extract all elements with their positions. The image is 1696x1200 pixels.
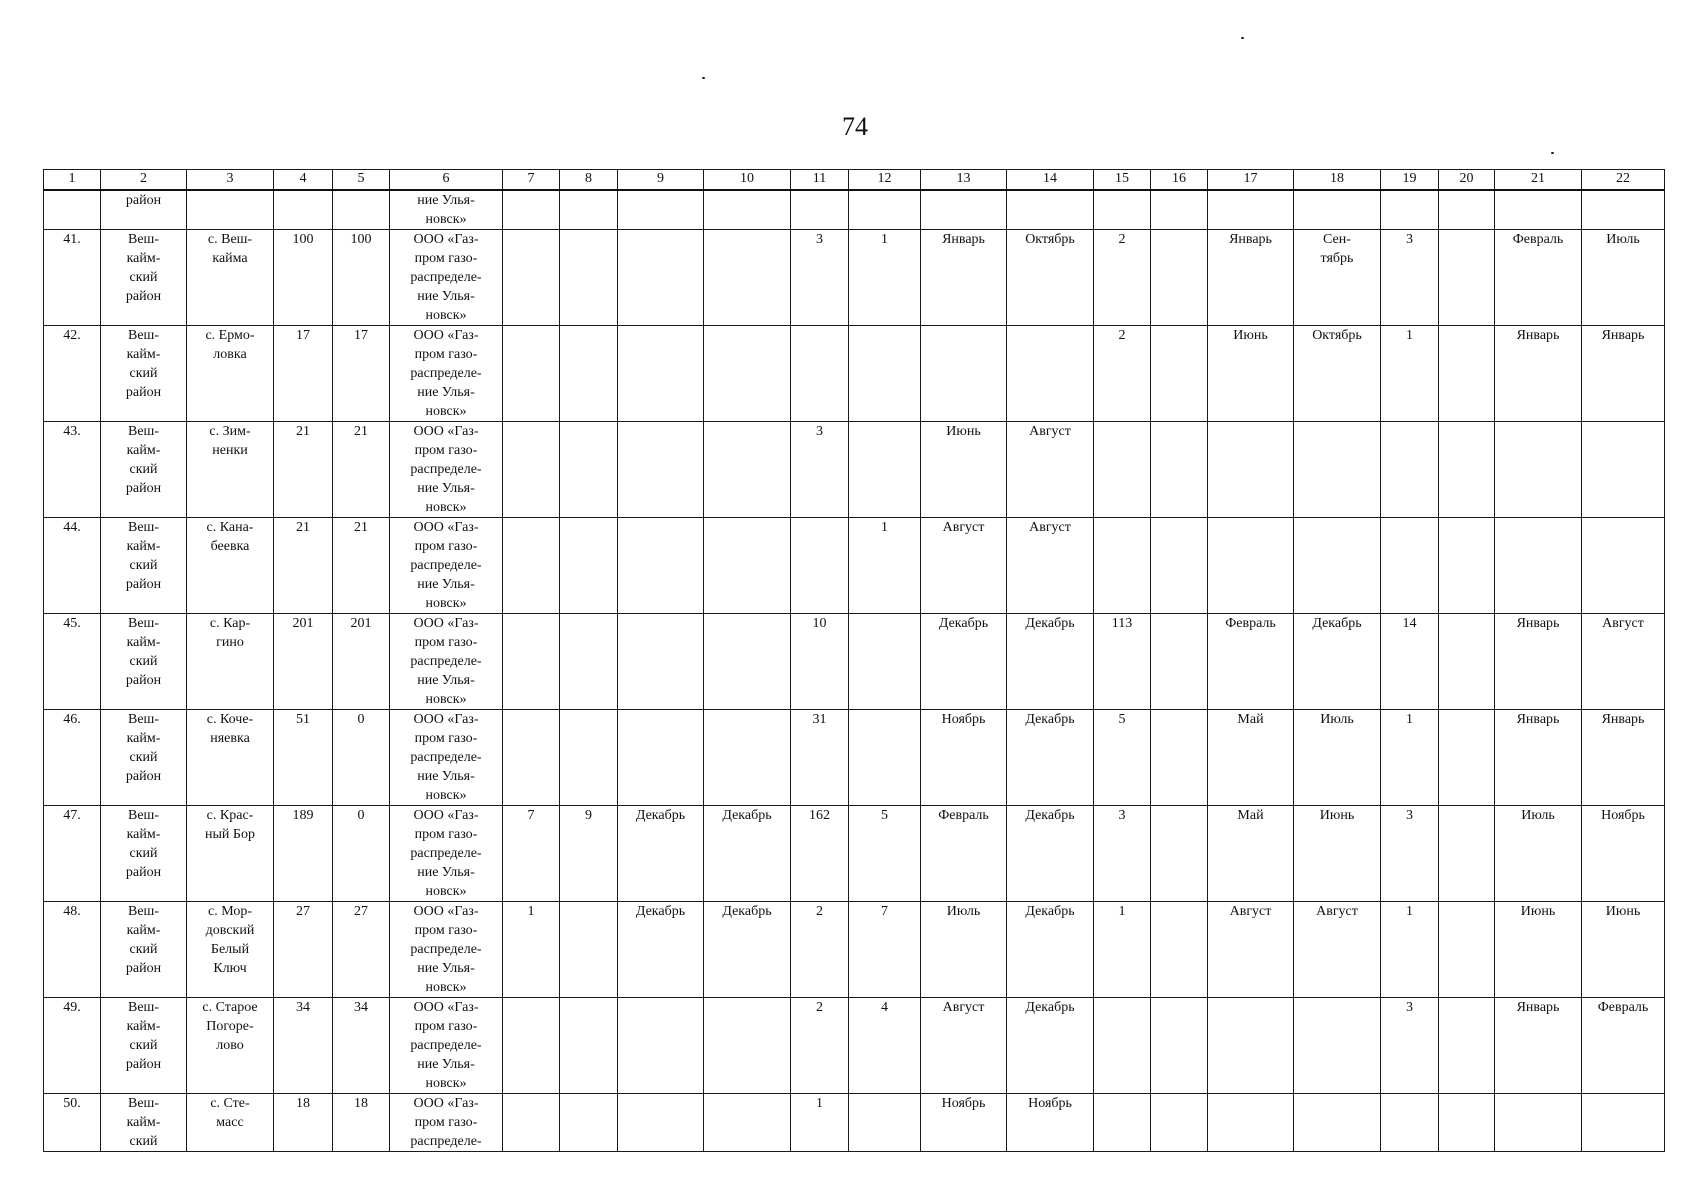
column-number-cell: 6 [390,170,503,191]
table-cell: район [101,190,187,230]
table-cell: Веш- кайм- ский район [101,614,187,710]
table-cell [1439,190,1495,230]
scan-speck [702,77,705,79]
table-cell: 3 [1381,998,1439,1094]
table-cell [560,230,618,326]
table-cell: 100 [274,230,333,326]
column-number-cell: 14 [1007,170,1094,191]
table-cell: 10 [791,614,849,710]
table-cell: 18 [274,1094,333,1152]
table-cell: Август [1582,614,1665,710]
table-cell [560,422,618,518]
table-cell: 162 [791,806,849,902]
table-cell: Август [921,998,1007,1094]
table-cell: 17 [274,326,333,422]
table-cell: 51 [274,710,333,806]
table-cell: Август [1208,902,1294,998]
table-cell: 0 [333,806,390,902]
table-cell: Май [1208,806,1294,902]
table-cell: 1 [791,1094,849,1152]
table-cell: 113 [1094,614,1151,710]
table-cell: Декабрь [704,902,791,998]
table-cell: ООО «Газ- пром газо- распределе- ние Улья- новск» [390,518,503,614]
table-cell: Веш- кайм- ский район [101,326,187,422]
table-cell [1582,1094,1665,1152]
table-cell [704,518,791,614]
table-cell [1151,710,1208,806]
table-cell [503,190,560,230]
table-row [44,326,1665,422]
table-cell: Ноябрь [921,1094,1007,1152]
table-cell [1151,902,1208,998]
table-cell: ООО «Газ- пром газо- распределе- [390,1094,503,1152]
table-cell [1582,422,1665,518]
table-cell [618,422,704,518]
table-cell [1094,998,1151,1094]
table-cell [560,518,618,614]
table-cell [1495,190,1582,230]
table-cell: Январь [1495,326,1582,422]
table-cell: 3 [1381,230,1439,326]
table-cell: Октябрь [1007,230,1094,326]
column-number-cell: 21 [1495,170,1582,191]
table-cell: Декабрь [1007,614,1094,710]
table-cell [560,710,618,806]
table-body [44,170,1665,1152]
column-number-cell: 18 [1294,170,1381,191]
table-cell: с. Мор- довский Белый Ключ [187,902,274,998]
table-cell: Декабрь [704,806,791,902]
table-row [44,230,1665,326]
table-cell: Ноябрь [921,710,1007,806]
table-cell: 201 [333,614,390,710]
table-cell [704,1094,791,1152]
table-cell: 31 [791,710,849,806]
table-cell: Август [921,518,1007,614]
table-cell: 3 [791,230,849,326]
table-cell [503,230,560,326]
table-cell [1495,422,1582,518]
table-cell: Декабрь [1007,710,1094,806]
table-cell: 41. [44,230,101,326]
table-cell [849,326,921,422]
table-cell: 201 [274,614,333,710]
table-row [44,422,1665,518]
table-cell [1151,190,1208,230]
table-cell: 3 [791,422,849,518]
table-cell: с. Сте- масс [187,1094,274,1152]
table-cell: ООО «Газ- пром газо- распределе- ние Улья- новск» [390,998,503,1094]
table-cell [44,190,101,230]
table-cell: Ноябрь [1582,806,1665,902]
table-cell: ООО «Газ- пром газо- распределе- ние Улья- новск» [390,326,503,422]
table-cell: 17 [333,326,390,422]
table-cell [274,190,333,230]
table-cell [704,230,791,326]
table-cell [1151,326,1208,422]
table-cell: 48. [44,902,101,998]
table-cell: Декабрь [1007,806,1094,902]
table-cell: 46. [44,710,101,806]
table-cell [1151,422,1208,518]
table-cell: Июнь [1208,326,1294,422]
table-cell: 34 [333,998,390,1094]
table-cell: с. Старое Погоре- лово [187,998,274,1094]
table-cell [704,998,791,1094]
table-cell [1208,190,1294,230]
table-cell: Декабрь [1007,902,1094,998]
table-cell: 1 [1381,326,1439,422]
table-cell: с. Зим- ненки [187,422,274,518]
table-cell [503,1094,560,1152]
table-cell [921,326,1007,422]
table-cell: Август [1007,518,1094,614]
column-number-cell: 11 [791,170,849,191]
table-cell [704,422,791,518]
table-cell [1439,230,1495,326]
table-cell: 7 [849,902,921,998]
table-cell: 27 [333,902,390,998]
table-cell: ООО «Газ- пром газо- распределе- ние Улья- новск» [390,806,503,902]
table-cell [560,614,618,710]
table-cell: Декабрь [618,902,704,998]
table-cell: Июнь [1294,806,1381,902]
table-cell: 43. [44,422,101,518]
table-cell [1151,1094,1208,1152]
table-cell [791,518,849,614]
table-cell: Май [1208,710,1294,806]
table-cell: Февраль [1582,998,1665,1094]
table-cell: Июль [1294,710,1381,806]
column-number-cell: 3 [187,170,274,191]
table-cell: с. Кана- беевка [187,518,274,614]
table-cell [503,326,560,422]
column-number-cell: 19 [1381,170,1439,191]
table-cell: 45. [44,614,101,710]
table-cell: 44. [44,518,101,614]
table-cell: с. Коче- няевка [187,710,274,806]
table-cell: ООО «Газ- пром газо- распределе- ние Улья- новск» [390,614,503,710]
table-cell [1094,1094,1151,1152]
table-cell [921,190,1007,230]
data-table [43,169,1665,1152]
column-number-cell: 13 [921,170,1007,191]
column-number-cell: 16 [1151,170,1208,191]
table-cell: Февраль [1495,230,1582,326]
column-number-cell: 22 [1582,170,1665,191]
table-cell: 9 [560,806,618,902]
table-cell: 100 [333,230,390,326]
table-cell [1582,518,1665,614]
table-cell [187,190,274,230]
scan-speck [1551,152,1554,154]
table-cell: с. Веш- кайма [187,230,274,326]
table-cell [1294,518,1381,614]
table-cell: Июль [921,902,1007,998]
table-cell: Веш- кайм- ский район [101,422,187,518]
table-cell: 21 [333,422,390,518]
table-cell [618,1094,704,1152]
table-cell [560,190,618,230]
table-cell: с. Ермо- ловка [187,326,274,422]
table-cell: с. Кар- гино [187,614,274,710]
table-cell: Июнь [1495,902,1582,998]
table-cell: ООО «Газ- пром газо- распределе- ние Улья- новск» [390,422,503,518]
table-cell [704,710,791,806]
table-cell [503,710,560,806]
table-cell: 0 [333,710,390,806]
table-cell: Веш- кайм- ский район [101,710,187,806]
table-cell: ООО «Газ- пром газо- распределе- ние Улья- новск» [390,710,503,806]
table-cell [1439,518,1495,614]
table-cell [1294,190,1381,230]
table-cell [1439,614,1495,710]
table-row [44,614,1665,710]
table-cell: Январь [1495,998,1582,1094]
table-cell: Август [1007,422,1094,518]
table-cell: Январь [1495,614,1582,710]
column-number-cell: 20 [1439,170,1495,191]
table-cell [1151,614,1208,710]
table-cell: 5 [849,806,921,902]
table-cell: 1 [1381,710,1439,806]
table-cell [560,1094,618,1152]
table-cell: с. Крас- ный Бор [187,806,274,902]
table-cell [618,998,704,1094]
table-cell [1439,806,1495,902]
table-cell [618,190,704,230]
table-cell [849,422,921,518]
table-cell: Декабрь [1007,998,1094,1094]
table-cell: Январь [1495,710,1582,806]
table-cell [503,998,560,1094]
table-cell [1094,422,1151,518]
table-cell [704,614,791,710]
column-number-cell: 4 [274,170,333,191]
column-number-row [44,170,1665,191]
table-cell: 3 [1094,806,1151,902]
table-cell: 2 [791,998,849,1094]
table-cell: Июль [1582,230,1665,326]
table-cell [1439,422,1495,518]
table-cell: 1 [503,902,560,998]
column-number-cell: 1 [44,170,101,191]
table-cell: Веш- кайм- ский район [101,230,187,326]
table-cell [1208,518,1294,614]
column-number-cell: 2 [101,170,187,191]
column-number-cell: 15 [1094,170,1151,191]
table-cell: Февраль [1208,614,1294,710]
table-cell [1151,230,1208,326]
table-cell [1294,1094,1381,1152]
table-cell [849,1094,921,1152]
table-cell: ООО «Газ- пром газо- распределе- ние Улья- новск» [390,230,503,326]
table-cell: Декабрь [618,806,704,902]
table-cell [1151,998,1208,1094]
table-cell: 3 [1381,806,1439,902]
table-cell [503,614,560,710]
table-cell [1381,422,1439,518]
table-cell: 47. [44,806,101,902]
table-cell: Июнь [1582,902,1665,998]
table-cell [618,614,704,710]
column-number-cell: 7 [503,170,560,191]
column-number-cell: 12 [849,170,921,191]
table-cell [1094,190,1151,230]
column-number-cell: 8 [560,170,618,191]
table-cell: 2 [1094,230,1151,326]
table-cell [791,190,849,230]
column-number-cell: 10 [704,170,791,191]
table-cell: 189 [274,806,333,902]
table-cell: 1 [1381,902,1439,998]
table-cell: Веш- кайм- ский район [101,806,187,902]
table-cell [1582,190,1665,230]
table-cell: Веш- кайм- ский район [101,998,187,1094]
table-row [44,998,1665,1094]
table-cell [503,422,560,518]
table-cell: 4 [849,998,921,1094]
table-cell [1439,902,1495,998]
table-cell: Веш- кайм- ский [101,1094,187,1152]
table-cell [1007,190,1094,230]
table-row [44,1094,1665,1152]
table-cell [503,518,560,614]
table-cell: 42. [44,326,101,422]
page-number: 74 [842,112,868,141]
table-cell [1208,998,1294,1094]
table-cell [1208,422,1294,518]
table-cell [560,902,618,998]
table-cell: Август [1294,902,1381,998]
table-cell [704,326,791,422]
table-cell: Сен- тябрь [1294,230,1381,326]
table-cell [1381,190,1439,230]
table-cell: 34 [274,998,333,1094]
table-cell: Февраль [921,806,1007,902]
table-cell [704,190,791,230]
table-row [44,902,1665,998]
table-cell: 21 [333,518,390,614]
table-cell: Июнь [921,422,1007,518]
table-cell [333,190,390,230]
table-cell: 27 [274,902,333,998]
table-cell [1294,998,1381,1094]
table-cell [1381,518,1439,614]
table-cell: Январь [1208,230,1294,326]
table-cell: 7 [503,806,560,902]
table-cell [1439,710,1495,806]
table-cell [1495,1094,1582,1152]
table-row [44,518,1665,614]
table-cell [618,326,704,422]
table-cell: 14 [1381,614,1439,710]
table-cell: 21 [274,422,333,518]
table-cell [1151,806,1208,902]
table-cell: 49. [44,998,101,1094]
table-cell: ние Улья- новск» [390,190,503,230]
table-cell [791,326,849,422]
table-cell: 21 [274,518,333,614]
table-cell [1294,422,1381,518]
table-cell [618,710,704,806]
table-cell: Январь [1582,710,1665,806]
column-number-cell: 5 [333,170,390,191]
table-cell [1094,518,1151,614]
table-cell: Январь [921,230,1007,326]
table-cell: Декабрь [1294,614,1381,710]
table-cell: Январь [1582,326,1665,422]
table-cell [1439,326,1495,422]
table-cell: Ноябрь [1007,1094,1094,1152]
table-cell: ООО «Газ- пром газо- распределе- ние Улья- новск» [390,902,503,998]
table-cell [560,998,618,1094]
table-cell [618,230,704,326]
table-cell [849,614,921,710]
table-row [44,806,1665,902]
table-cell: Веш- кайм- ский район [101,902,187,998]
table-cell [560,326,618,422]
table-cell [1439,1094,1495,1152]
column-number-cell: 9 [618,170,704,191]
table-cell: 2 [1094,326,1151,422]
table-row [44,710,1665,806]
table-cell: 1 [1094,902,1151,998]
continuation-row [44,190,1665,230]
table-cell: 50. [44,1094,101,1152]
scan-speck [1241,37,1244,39]
table-cell: 18 [333,1094,390,1152]
table-cell: 1 [849,518,921,614]
table-cell [1208,1094,1294,1152]
table-cell [1151,518,1208,614]
table-cell [618,518,704,614]
table-cell [1495,518,1582,614]
table-cell [849,710,921,806]
table-cell: Декабрь [921,614,1007,710]
table-cell [1439,998,1495,1094]
table-cell [849,190,921,230]
table-cell: Октябрь [1294,326,1381,422]
table-cell [1381,1094,1439,1152]
column-number-cell: 17 [1208,170,1294,191]
table-cell [1007,326,1094,422]
table-cell: 1 [849,230,921,326]
table-cell: 5 [1094,710,1151,806]
table-cell: Июль [1495,806,1582,902]
table-cell: 2 [791,902,849,998]
table-cell: Веш- кайм- ский район [101,518,187,614]
